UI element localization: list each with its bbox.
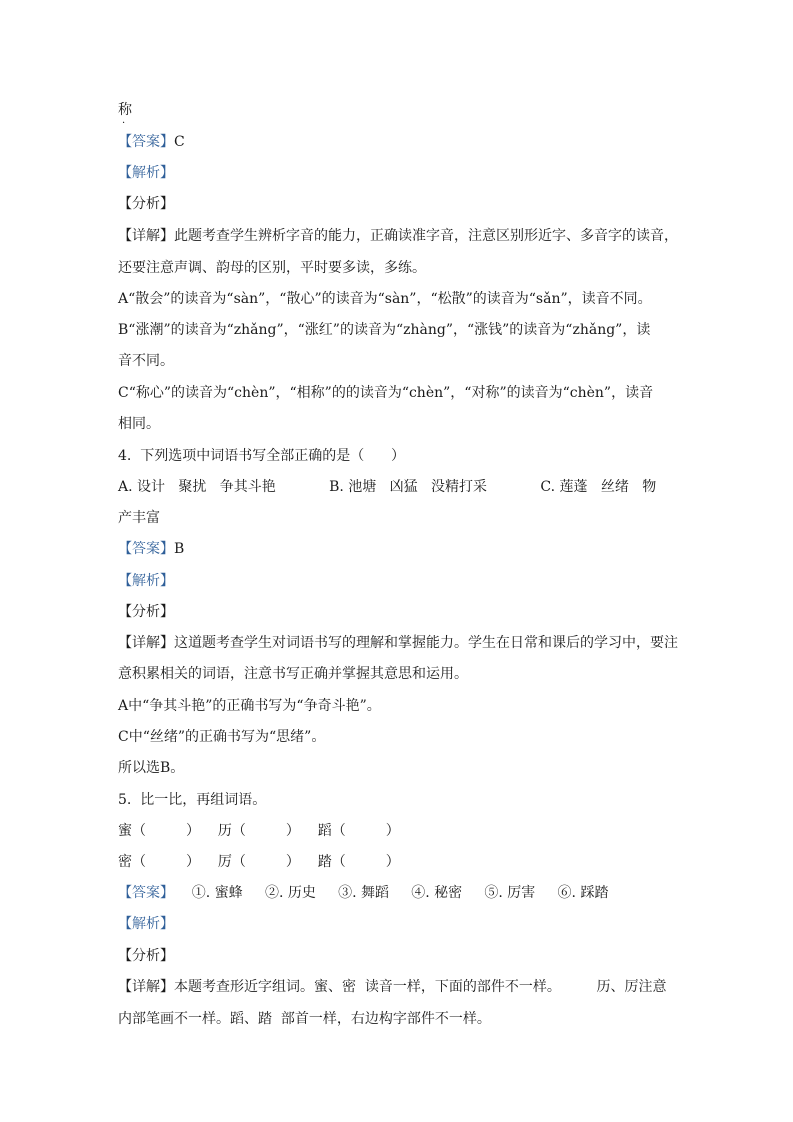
line-text: 【详解】此题考查学生辨析字音的能力，正确读准字音，注意区别形近字、多音字的读音， (118, 228, 678, 244)
line-text: 所以选B。 (118, 760, 185, 776)
text-line (118, 163, 174, 183)
line-text: 5. 比一比，再组词语。 (118, 792, 267, 808)
line-text: 产丰富 (118, 510, 160, 526)
section-label: 【解析】 (118, 573, 174, 589)
text-line (118, 100, 132, 120)
text-line (118, 977, 667, 997)
text-line (118, 883, 608, 903)
line-text: ①. 蜜蜂 ②. 历史 ③. 舞蹈 ④. 秘密 ⑤. 厉害 ⑥. 踩踏 (174, 885, 609, 901)
text-line (118, 790, 266, 810)
text-line (118, 914, 174, 934)
section-label: 【答案】 (118, 134, 174, 150)
line-text: 【分析】 (118, 948, 174, 964)
section-label: 【解析】 (118, 165, 174, 181)
line-text: 称 (118, 102, 132, 118)
text-line (118, 727, 325, 747)
line-text: 还要注意声调、韵母的区别，平时要多读，多练。 (118, 260, 426, 276)
line-text: B (174, 541, 185, 557)
line-text: C“称心”的读音为“chèn”，“相称”的的读音为“chèn”，“对称”的读音为“chèn”，读音 (118, 385, 654, 401)
text-line (118, 477, 656, 497)
line-text: 内部笔画不一样。蹈、踏 部首一样，右边构字部件不一样。 (118, 1011, 491, 1027)
text-line (118, 1009, 491, 1029)
text-line (118, 289, 652, 309)
section-label: 【解析】 (118, 916, 174, 932)
text-line (118, 132, 185, 152)
line-text: 密（ ） 厉（ ） 踏（ ） (118, 854, 400, 870)
text-line (118, 821, 400, 841)
text-line (118, 414, 160, 434)
line-text: 【详解】这道题考查学生对词语书写的理解和掌握能力。学生在日常和课后的学习中，要注 (118, 635, 678, 651)
line-text: 【分析】 (118, 196, 174, 212)
line-text: A“散会”的读音为“sàn”，“散心”的读音为“sàn”，“松散”的读音为“sǎn”，读音不同。 (118, 291, 652, 307)
line-text: A. 设计 聚扰 争其斗艳 B. 池塘 凶猛 没精打采 C. 莲蓬 丝绪 物 (118, 479, 657, 495)
text-line (118, 383, 653, 403)
text-line (118, 696, 381, 716)
line-text: C (174, 134, 185, 150)
section-label: 【答案】 (118, 885, 174, 901)
line-text: C中“丝绪”的正确书写为“思绪”。 (118, 729, 326, 745)
text-line (118, 852, 400, 872)
line-text: 【分析】 (118, 604, 174, 620)
line-text: 4. 下列选项中词语书写全部正确的是（ ） (118, 448, 405, 464)
text-line (118, 351, 174, 371)
text-line (118, 602, 174, 622)
text-line (118, 446, 405, 466)
text-line (118, 226, 678, 246)
emphasis-dot: · (122, 118, 126, 129)
text-line (118, 194, 174, 214)
section-label: 【答案】 (118, 541, 174, 557)
text-line (118, 664, 468, 684)
line-text: 相同。 (118, 416, 160, 432)
line-text: 音不同。 (118, 353, 174, 369)
line-text: A中“争其斗艳”的正确书写为“争奇斗艳”。 (118, 698, 381, 714)
text-line (118, 539, 184, 559)
line-text: 意积累相关的词语，注意书写正确并掌握其意思和运用。 (118, 666, 468, 682)
line-text: 【详解】本题考查形近字组词。蜜、密 读音一样，下面的部件不一样。 历、厉注意 (118, 979, 667, 995)
line-text: 蜜（ ） 历（ ） 蹈（ ） (118, 823, 400, 839)
text-line (118, 508, 160, 528)
text-line (118, 258, 426, 278)
line-text: B“涨潮”的读音为“zhǎng”，“涨红”的读音为“zhàng”，“涨钱”的读音为“zhǎng”，读 (118, 322, 651, 338)
text-line (118, 320, 650, 340)
text-line (118, 946, 174, 966)
text-line (118, 571, 174, 591)
text-line (118, 633, 678, 653)
text-line (118, 758, 184, 778)
